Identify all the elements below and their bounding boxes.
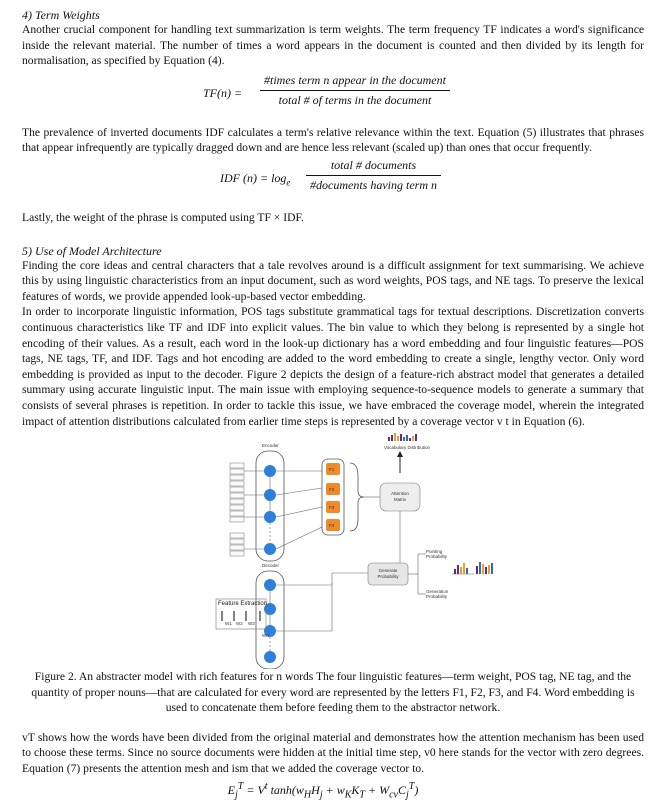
encoder-label: Encoder — [262, 443, 279, 449]
word-label-w3: W3 — [248, 621, 255, 627]
equation-4-fraction — [260, 73, 450, 108]
decoder-gru-1 — [264, 579, 276, 591]
figure-2-diagram — [22, 433, 644, 669]
equation-4 — [22, 73, 644, 113]
encoder-gru-3 — [264, 511, 276, 523]
section-heading-term-weights: 4) Term Weights — [22, 8, 100, 22]
feature-f4-label: F4 — [329, 523, 335, 529]
tf-idf-paragraph: Lastly, the weight of the phrase is computed using TF × IDF. — [22, 210, 304, 224]
pointing-probability-label: Pointing Probability — [426, 549, 448, 560]
section-heading-model-architecture: 5) Use of Model Architecture — [22, 243, 162, 258]
model-architecture-paragraph-1: Finding the core ideas and central characters that a tale revolves around is a difficult assignment for text summarising. We achieve this by using linguistic characteristics from an input document, such as word weights, POS tags, and NE tags. To preserve the lexical features of words, we provide appended look-up-based vector embedding. — [22, 258, 644, 303]
idf-paragraph: The prevalence of inverted documents IDF calculates a term's relative relevance within the text. Equation (5) illustrates that phrases that appear infrequently are typically dragged down and are hence less relevant (scaled up) than ones that occur frequently. — [22, 125, 644, 155]
coverage-paragraph: vT shows how the words have been divided from the original material and demonstrates how the attention mechanism has been used to choose these terms. Since no source documents were hidden at the initial time step, v0 here stands for the vector with zero degrees. Equation (7) presents the attention mesh and ism that we added the coverage vector to. — [22, 730, 644, 776]
generation-probability-label: Generation Probability — [426, 589, 449, 600]
input-feature-stack — [230, 463, 244, 556]
encoder-gru-1 — [264, 465, 276, 477]
decoder-gru-4 — [264, 651, 276, 663]
equation-5-lhs: IDF $(n) = \log_e$ — [220, 170, 291, 188]
feature-extraction-label: Feature Extraction — [218, 601, 268, 608]
vocabulary-distribution-chart — [388, 433, 417, 441]
feature-f3-label: F3 — [329, 505, 335, 511]
equation-4-numerator: #times term n appear in the document — [264, 72, 446, 87]
equation-5-numerator: total # documents — [330, 157, 417, 172]
word-label-w1: W1 — [225, 621, 232, 627]
feature-f2-label: F2 — [329, 487, 335, 493]
vocabulary-distribution-label: Vocabulary Distribution — [384, 445, 431, 451]
figure-2-caption: Figure 2. An abstracter model with rich features for n words The four linguistic features—term weight, POS tag, NE tag, and the quantity of proper nouns—that are calculated for every word are represented by the letters F1, F2, F3, and F4. Word embedding is used to concatenate them before feeding them to the abstractor network. — [31, 670, 635, 715]
term-weights-paragraph: Another crucial component for handling text summarization is term weights. The term frequency TF indicates a word's significance inside the relevant material. The number of times a word appears in the document is counted and then divided by its length for normalisation, as specified by Equation (4). — [22, 23, 644, 68]
encoder-gru-4 — [264, 543, 276, 555]
word-label-w2: W2 — [236, 621, 243, 627]
decoder-label: Decoder — [262, 563, 280, 569]
equation-5-denominator: #documents having term n — [306, 175, 441, 193]
feature-brace — [350, 463, 364, 531]
word-label-wn: Wn — [262, 633, 269, 639]
encoder-gru-2 — [264, 489, 276, 501]
feature-f1-label: F1 — [329, 467, 335, 473]
paper-page — [22, 0, 644, 800]
attention-matrix-label: Attention Matrix — [391, 491, 409, 503]
equation-4-denominator: total # of terms in the document — [260, 90, 450, 108]
equation-5-fraction — [306, 158, 441, 193]
final-distribution-chart — [454, 562, 493, 574]
generate-probability-label: Generate Probability — [377, 568, 399, 580]
equation-7: $E_j^T = V^t$ $\tanh(w_HH_j + w_KK_T + W_{cv}C_j^T)$ — [227, 780, 419, 800]
word-input-bars — [222, 611, 260, 621]
figure-2 — [22, 433, 644, 669]
equation-5 — [22, 158, 644, 198]
equation-4-lhs: TF(n) = — [203, 85, 243, 100]
model-architecture-paragraph-2: In order to incorporate linguistic information, POS tags substitute grammatical tags for textual descriptions. Discretization converts continuous characteristics like TF and IDF into explicit values. The bin value to which they belong is represented by a single hot encoding of their values. As a result, each word in the look-up dictionary has a word embedding and four linguistic features—POS tags, NE tags, TF, and IDF. Tags and hot encoding are added to the word embedding to create a single, lengthy vector. Only word embedding is provided as input to the decoder. Figure 2 depicts the design of a feature-rich abstract model that generates a detailed summary using accurate linguistic input. The main issue with employing sequence-to-sequence models to generate a summary that consists of several phrases is repetition. In order to tackle this issue, we have embraced the coverage model, wherein the integrated impact of attention distributions calculated from earlier time steps is represented by a coverage vector v t in Equation (6). — [22, 305, 644, 428]
